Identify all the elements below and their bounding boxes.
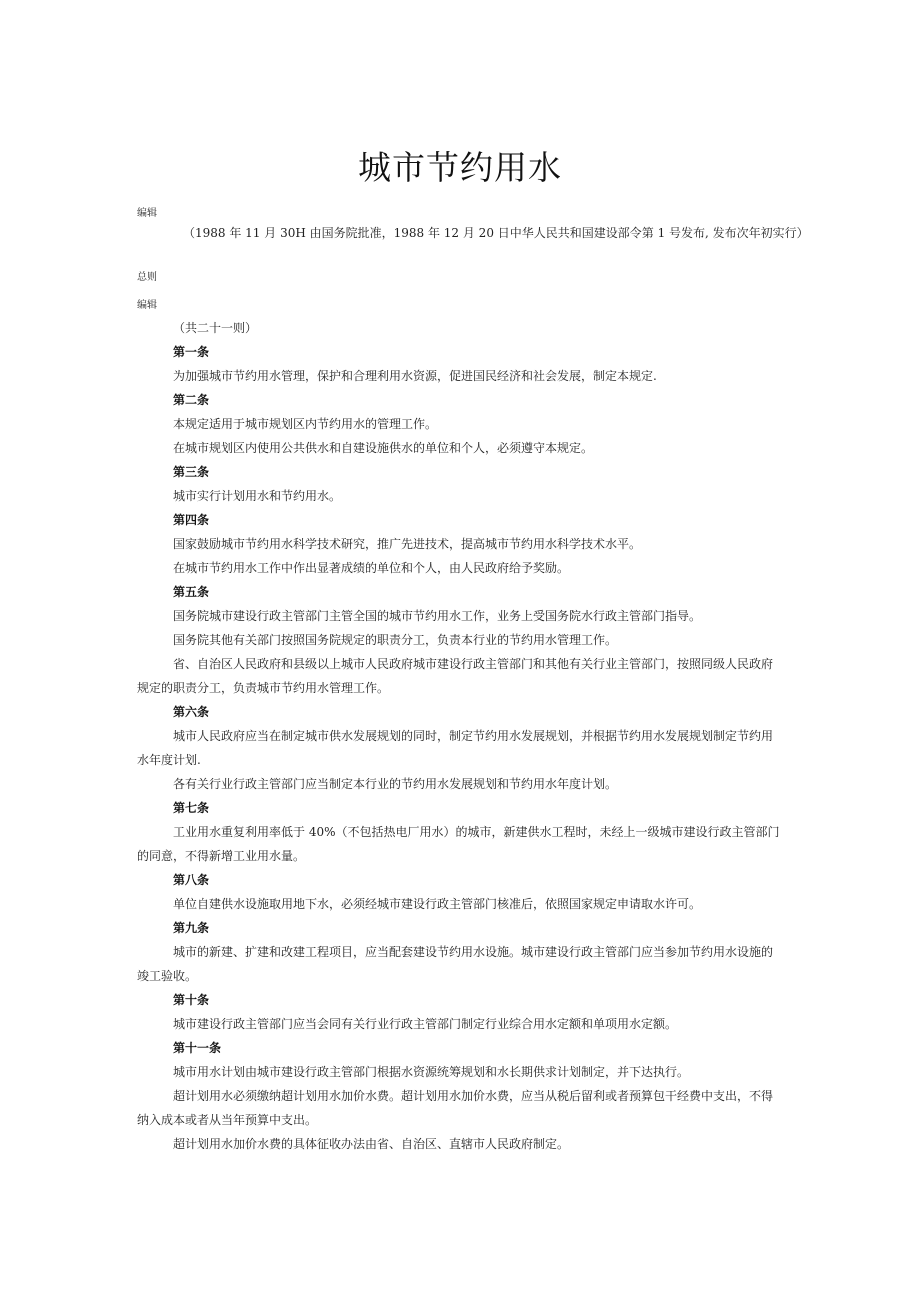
article-heading: 第一条 [173,345,210,359]
article-heading: 第五条 [173,585,210,599]
edit-label-section: 编辑 [137,300,157,311]
article-paragraph: 在城市节约用水工作中作出显著成绩的单位和个人，由人民政府给予奖励。 [173,561,570,575]
article-paragraph: 省、自治区人民政府和县级以上城市人民政府城市建设行政主管部门和其他有关行业主管部门，按照同级人民政府规定的职责分工，负责城市节约用水管理工作。 [137,657,774,695]
article-paragraph: 超计划用水必须缴纳超计划用水加价水费。超计划用水加价水费，应当从税后留利或者预算包干经费中支出，不得纳入成本或者从当年预算中支出。 [137,1089,774,1127]
document-title: 城市节约用水 [358,148,562,187]
article-paragraph: （共二十一则） [173,321,258,335]
article-heading: 第八条 [173,873,210,887]
article-heading: 第十条 [173,993,210,1007]
article-heading: 第三条 [173,465,210,479]
article-paragraph: 国务院其他有关部门按照国务院规定的职责分工，负责本行业的节约用水管理工作。 [173,633,618,647]
article-paragraph: 工业用水重复利用率低于 40%（不包括热电厂用水）的城市，新建供水工程时，未经上一级城市建设行政主管部门的同意，不得新增工业用水量。 [137,825,780,863]
article-paragraph: 城市的新建、扩建和改建工程项目，应当配套建设节约用水设施。城市建设行政主管部门应当参加节约用水设施的竣工验收。 [137,945,774,983]
article-paragraph: 城市实行计划用水和节约用水。 [173,489,342,503]
general-provisions-label: 总则 [137,272,157,283]
article-paragraph: 城市建设行政主管部门应当会同有关行业行政主管部门制定行业综合用水定额和单项用水定额。 [173,1017,678,1031]
article-heading: 第十一条 [173,1041,222,1055]
article-paragraph: 为加强城市节约用水管理，保护和合理利用水资源，促进国民经济和社会发展，制定本规定. [173,369,657,383]
edit-label-top: 编辑 [137,208,157,219]
article-paragraph: 在城市规划区内使用公共供水和自建设施供水的单位和个人，必须遵守本规定。 [173,441,594,455]
article-paragraph: 本规定适用于城市规划区内节约用水的管理工作。 [173,417,438,431]
article-heading: 第七条 [173,801,210,815]
article-paragraph: 城市人民政府应当在制定城市供水发展规划的同时，制定节约用水发展规划，并根据节约用水发展规划制定节约用水年度计划. [137,729,774,767]
article-heading: 第二条 [173,393,210,407]
publication-note: （1988 年 11 月 30H 由国务院批准，1988 年 12 月 20 日中华人民共和国建设部令第 1 号发布, 发布次年初实行） [183,226,809,240]
article-paragraph: 国家鼓励城市节约用水科学技术研究，推广先进技术，提高城市节约用水科学技术水平。 [173,537,642,551]
article-paragraph: 超计划用水加价水费的具体征收办法由省、自治区、直辖市人民政府制定。 [173,1137,570,1151]
article-heading: 第九条 [173,921,210,935]
article-paragraph: 国务院城市建设行政主管部门主管全国的城市节约用水工作，业务上受国务院水行政主管部门指导。 [173,609,702,623]
article-body [137,316,782,1156]
article-paragraph: 单位自建供水设施取用地下水，必须经城市建设行政主管部门核准后，依照国家规定申请取水许可。 [173,897,702,911]
article-heading: 第六条 [173,705,210,719]
article-paragraph: 各有关行业行政主管部门应当制定本行业的节约用水发展规划和节约用水年度计划。 [173,777,618,791]
article-heading: 第四条 [173,513,210,527]
article-paragraph: 城市用水计划由城市建设行政主管部门根据水资源统筹规划和水长期供求计划制定，并下达执行。 [173,1065,690,1079]
